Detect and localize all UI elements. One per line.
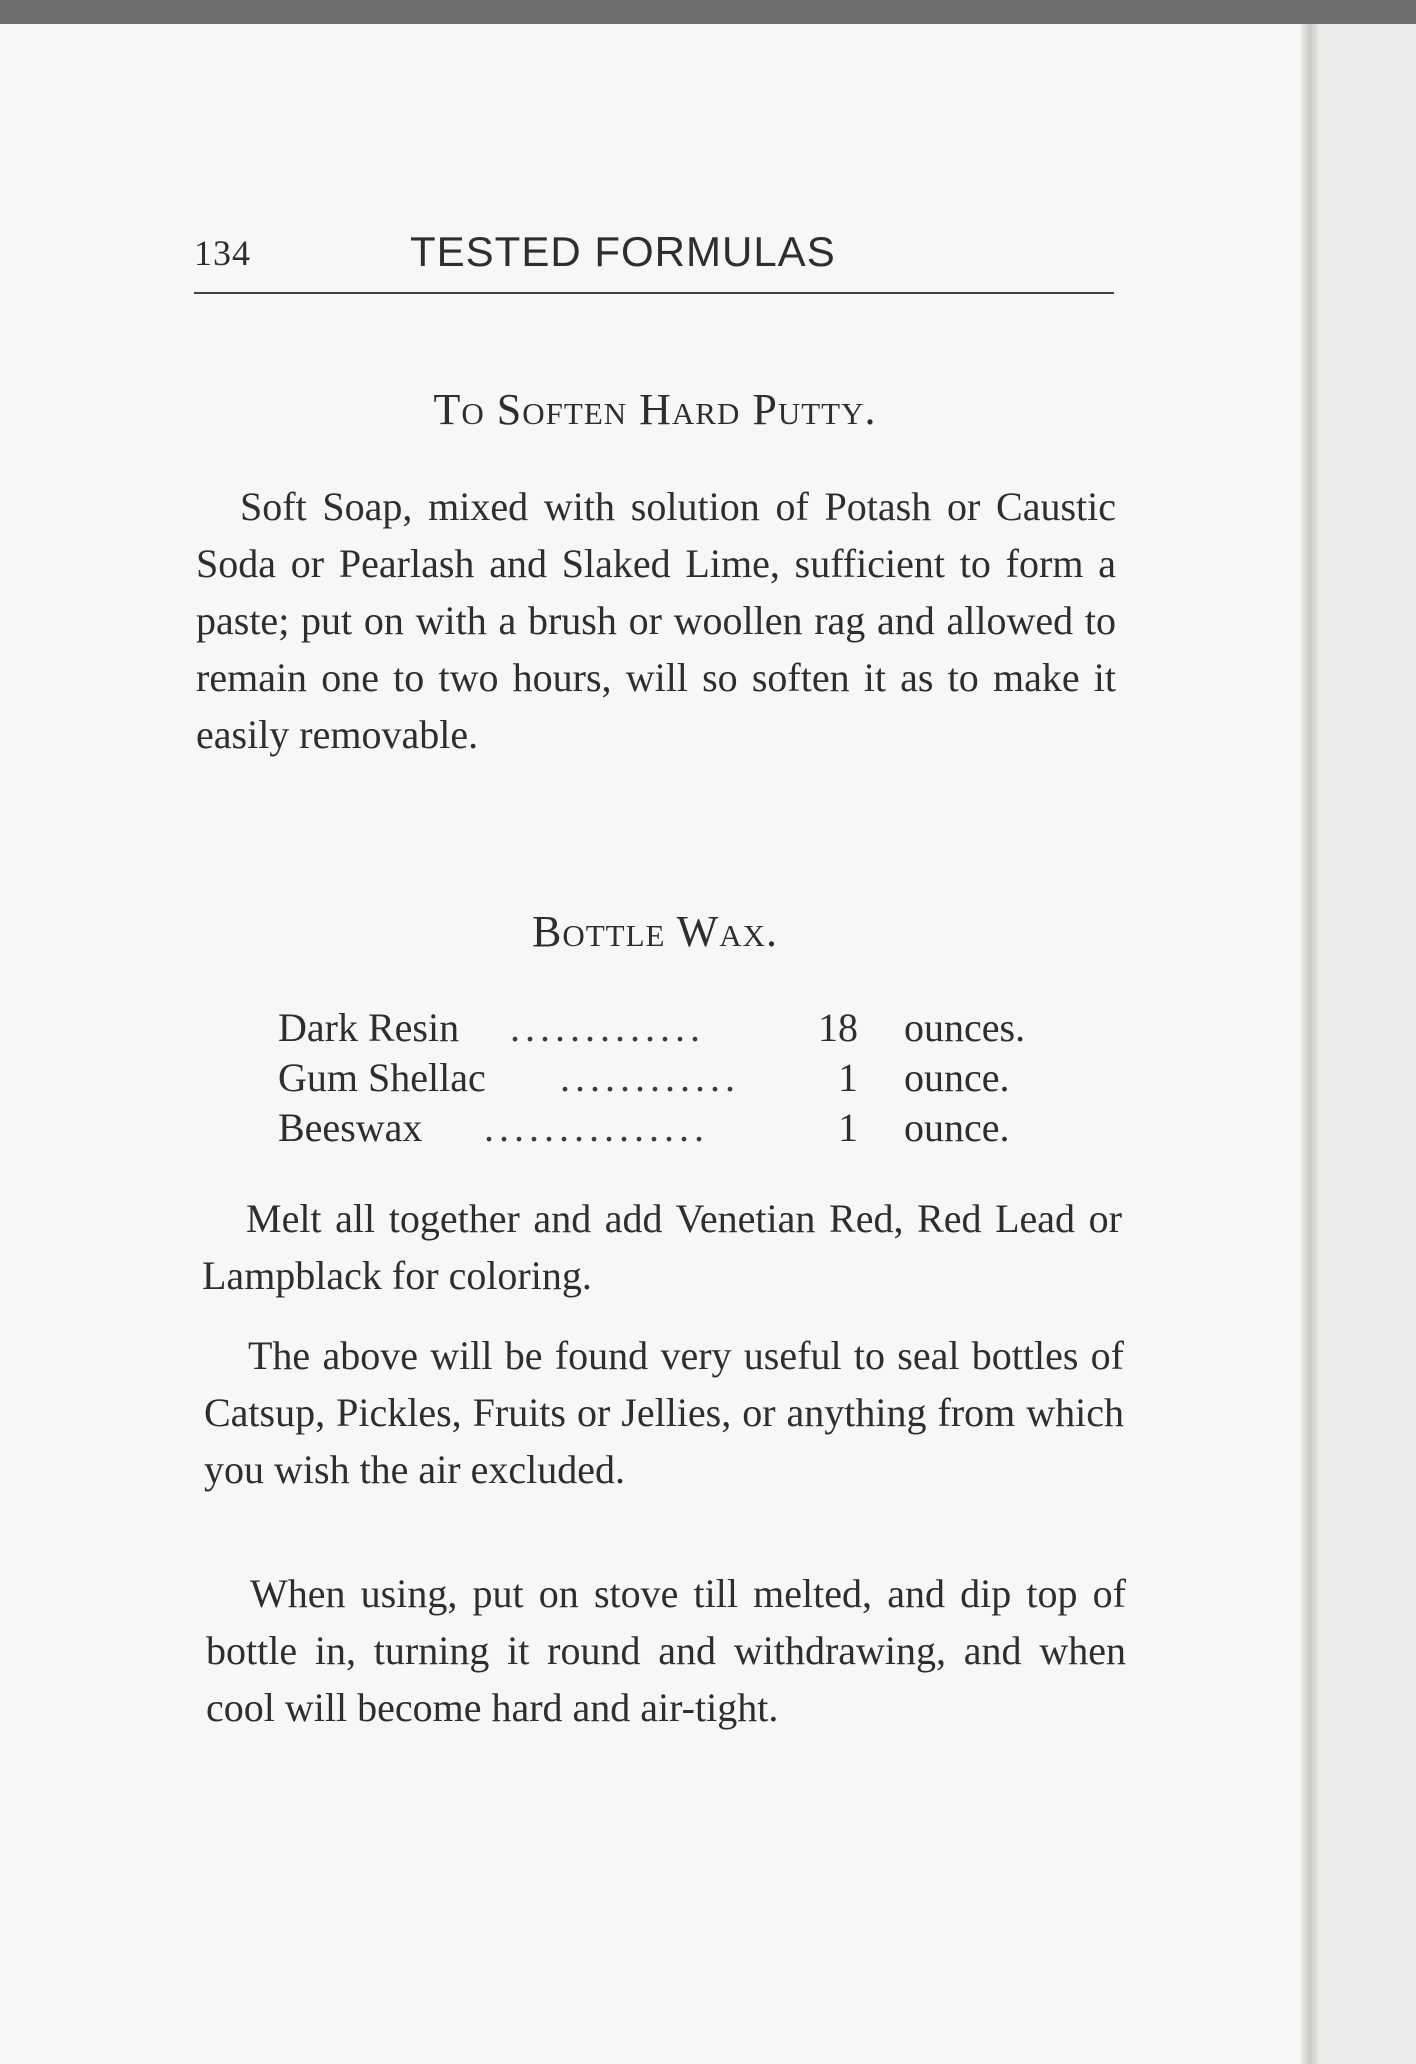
ingredient-unit: ounce. xyxy=(904,1105,1010,1150)
scan-top-edge xyxy=(0,0,1416,24)
bottle-wax-paragraph: Melt all together and add Venetian Red, Red Lead or Lampblack for coloring. xyxy=(202,1196,1122,1298)
putty-paragraph: Soft Soap, mixed with solution of Potash or Caustic Soda or Pearlash and Slaked Lime, sufficient to form a paste; put on with a brush or woollen rag and allowed to remain one to two hours, will so soften it as to make it easily removable. xyxy=(196,484,1116,757)
bottle-wax-paragraph: The above will be found very useful to seal bottles of Catsup, Pickles, Fruits or Jellies, or anything from which you wish the air excluded. xyxy=(204,1333,1124,1492)
running-title: TESTED FORMULAS xyxy=(410,228,836,275)
ingredient-name: Dark Resin xyxy=(278,1005,460,1050)
section-heading-bottle-wax: Bottle Wax. xyxy=(532,907,778,956)
dot-leader: ............... xyxy=(484,1105,709,1150)
page-gutter-shadow xyxy=(1300,24,1318,2064)
ingredient-quantity: 1 xyxy=(838,1055,858,1100)
ingredient-name: Gum Shellac xyxy=(278,1055,486,1100)
ingredient-unit: ounce. xyxy=(904,1055,1010,1100)
section-heading-putty: To Soften Hard Putty. xyxy=(433,385,877,434)
ingredient-list xyxy=(278,1004,1078,1154)
bottle-wax-paragraph: When using, put on stove till melted, and dip top of bottle in, turning it round and withdrawing, and when cool will become hard and air-tight. xyxy=(206,1571,1126,1730)
ingredient-unit: ounces. xyxy=(904,1005,1026,1050)
dot-leader: ............ xyxy=(560,1055,740,1100)
page-number: 134 xyxy=(194,233,251,273)
next-page-edge xyxy=(1318,24,1416,2064)
ingredient-quantity: 1 xyxy=(838,1105,858,1150)
ingredient-name: Beeswax xyxy=(278,1105,423,1150)
dot-leader: ............. xyxy=(510,1005,705,1050)
ingredient-row xyxy=(278,1104,1078,1154)
ingredient-row xyxy=(278,1054,1078,1104)
ingredient-row xyxy=(278,1004,1078,1054)
ingredient-quantity: 18 xyxy=(818,1005,858,1050)
running-head xyxy=(194,222,1114,294)
